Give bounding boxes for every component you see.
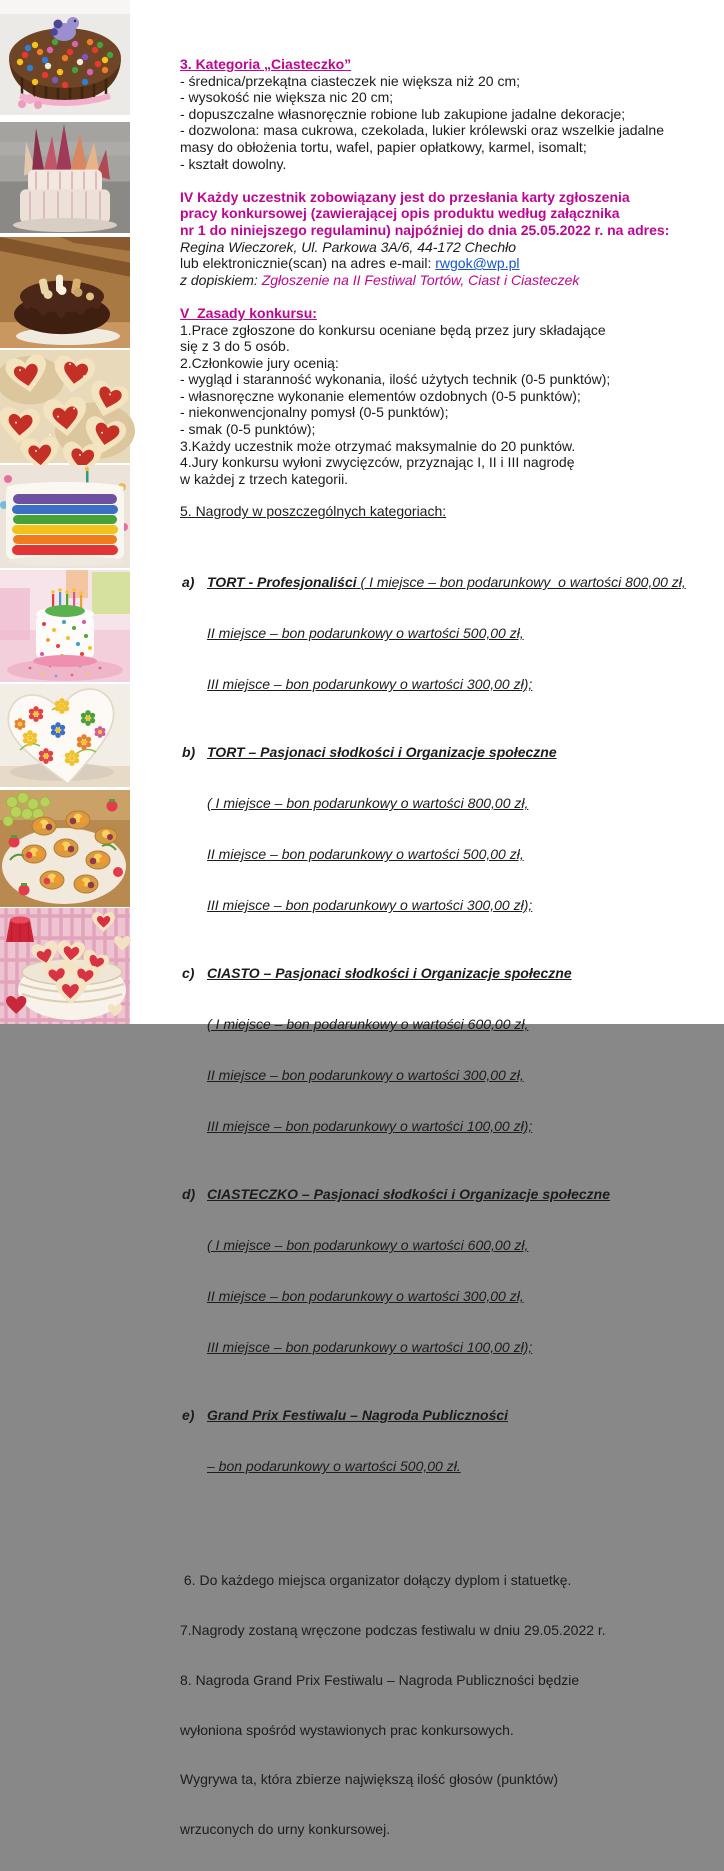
spacer — [180, 172, 714, 189]
prize-line: III miejsce – bon podarunkowy o wartości 300,00 zł); — [207, 897, 533, 914]
linzer-heart-cookies-illustration — [0, 350, 130, 463]
text-line: 6. Do każdego miejsca organizator dołączy dyplom i statuetkę. — [180, 1572, 572, 1589]
prize-item-marker: c) — [182, 965, 195, 982]
text-line: masy do obłożenia tortu, wafel, papier opłatkowy, karmel, isomalt; — [180, 138, 587, 155]
email-line-prefix: lub elektronicznie(scan) na adres e-mail: — [180, 255, 436, 272]
text-line: 4.Jury konkursu wyłoni zwycięzców, przyznając I, II i III nagrodę — [180, 454, 575, 471]
text-line: - średnica/przekątna ciasteczek nie większa niż 20 cm; — [180, 72, 521, 89]
photo-linzer-heart-cookies — [0, 350, 130, 463]
text-line: - wysokość nie większa nic 20 cm; — [180, 89, 394, 106]
flower-heart-cake-illustration — [0, 684, 130, 787]
prize-line: ( I miejsce – bon podarunkowy o wartości 600,00 zł, — [207, 1016, 529, 1033]
candy-pony-cake-illustration — [0, 0, 130, 115]
text-line: wyłoniona spośród wystawionych prac konkursowych. — [180, 1721, 514, 1738]
prize-item-title: TORT – Pasjonaci słodkości i Organizacje społeczne — [207, 744, 557, 761]
fruit-tartlets-illustration — [0, 790, 130, 907]
prize-line: ( I miejsce – bon podarunkowy o wartości 800,00 zł, — [207, 795, 529, 812]
text-line: - własnoręczne wykonanie elementów ozdobnych (0-5 punktów); — [180, 387, 581, 404]
document-text-column — [180, 56, 714, 1871]
prize-item-marker: a) — [182, 574, 195, 591]
text-line: się z 3 do 5 osób. — [180, 338, 290, 355]
prize-item-d — [180, 1186, 714, 1203]
text-line: - kształt dowolny. — [180, 155, 287, 172]
prize-item-title: TORT - Profesjonaliści — [207, 574, 357, 591]
prize-item-title: CIASTO – Pasjonaci słodkości i Organizacje społeczne — [207, 965, 572, 982]
photo-fruit-tartlets — [0, 790, 130, 907]
photo-chocolate-candy-cake — [0, 237, 130, 348]
closing-section — [180, 1539, 714, 1871]
photo-chocolate-shards-cake — [0, 122, 130, 233]
photo-rainbow-layer-cake — [0, 465, 130, 568]
prize-line: II miejsce – bon podarunkowy o wartości 500,00 zł, — [207, 625, 524, 642]
text-line: - dopuszczalne własnoręcznie robione lub zakupione jadalne dekoracje; — [180, 105, 626, 122]
text-line: - niekonwencjonalny pomysł (0-5 punktów); — [180, 404, 449, 421]
prize-line: – bon podarunkowy o wartości 500,00 zł. — [207, 1458, 461, 1475]
prize-line: ( I miejsce – bon podarunkowy o wartości 600,00 zł, — [207, 1237, 529, 1254]
prize-item-title: CIASTECZKO – Pasjonaci słodkości i Organizacje społeczne — [207, 1186, 611, 1203]
text-line: Wygrywa ta, która zbierze największą ilość głosów (punktów) — [180, 1771, 559, 1788]
chocolate-candy-cake-illustration — [0, 237, 130, 348]
email-link[interactable]: rwgok@wp.pl — [435, 255, 520, 272]
text-line: 8. Nagroda Grand Prix Festiwalu – Nagroda Publiczności będzie — [180, 1671, 580, 1688]
prize-line: II miejsce – bon podarunkowy o wartości 300,00 zł, — [207, 1288, 524, 1305]
text-line: 1.Prace zgłoszone do konkursu oceniane będą przez jury składające — [180, 321, 606, 338]
rainbow-layer-cake-illustration — [0, 465, 130, 568]
note-line — [180, 272, 714, 289]
prize-line: III miejsce – bon podarunkowy o wartości 300,00 zł); — [207, 676, 533, 693]
text-line: 2.Członkowie jury ocenią: — [180, 354, 339, 371]
text-line: - smak (0-5 punktów); — [180, 421, 316, 438]
prize-item-a — [180, 574, 714, 591]
prize-item-b — [180, 744, 714, 761]
chocolate-shards-cake-illustration — [0, 122, 130, 233]
text-line: wrzuconych do urny konkursowej. — [180, 1821, 391, 1838]
text-line: 7.Nagrody zostaną wręczone podczas festiwalu w dniu 29.05.2022 r. — [180, 1622, 606, 1638]
text-line: - dozwolona: masa cukrowa, czekolada, lukier królewski oraz wszelkie jadalne — [180, 122, 664, 139]
heart-cookies-basket-illustration — [0, 908, 130, 1024]
prize-item-marker: b) — [182, 744, 196, 761]
prizes-list — [180, 540, 714, 1509]
photo-sprinkle-dot-cake — [0, 570, 130, 682]
sprinkle-dot-cake-illustration — [0, 570, 130, 682]
photo-candy-pony-cake — [0, 0, 130, 115]
prize-line: III miejsce – bon podarunkowy o wartości 100,00 zł); — [207, 1118, 533, 1135]
prize-line: III miejsce – bon podarunkowy o wartości 100,00 zł); — [207, 1339, 533, 1356]
prize-item-detail: ( I miejsce – bon podarunkowy o wartości 800,00 zł, — [356, 574, 686, 591]
prize-line: II miejsce – bon podarunkowy o wartości 300,00 zł, — [207, 1067, 524, 1084]
section-3-heading: 3. Kategoria „Ciasteczko” — [180, 56, 352, 72]
prize-line: II miejsce – bon podarunkowy o wartości 500,00 zł, — [207, 846, 524, 863]
text-line: - wygląd i staranność wykonania, ilość użytych technik (0-5 punktów); — [180, 371, 611, 388]
section-4-bold-line: pracy konkursowej (zawierającej opis produktu według załącznika — [180, 205, 620, 222]
spacer — [180, 288, 714, 305]
photo-flower-heart-cake — [0, 684, 130, 787]
text-line: w każdej z trzech kategorii. — [180, 470, 349, 487]
note-line-prefix: z dopiskiem: — [180, 271, 262, 288]
prize-item-e — [180, 1407, 714, 1424]
section-5-rules-heading: V Zasady konkursu: — [180, 304, 317, 321]
note-line-highlight: Zgłoszenie na II Festiwal Tortów, Ciast i Ciasteczek — [261, 271, 580, 288]
section-4-bold-line: nr 1 do niniejszego regulaminu) najpóźniej do dnia 25.05.2022 r. na adres: — [180, 221, 670, 238]
text-line: 3.Każdy uczestnik może otrzymać maksymalnie do 20 punktów. — [180, 437, 576, 454]
section-4-bold-line: IV Każdy uczestnik zobowiązany jest do przesłania karty zgłoszenia — [180, 188, 630, 205]
prizes-heading: 5. Nagrody w poszczególnych kategoriach: — [180, 503, 447, 520]
prize-item-title: Grand Prix Festiwalu – Nagroda Publiczności — [207, 1407, 509, 1424]
email-line — [180, 255, 714, 272]
prize-item-c — [180, 965, 714, 982]
prize-item-marker: d) — [182, 1186, 196, 1203]
mail-address-line: Regina Wieczorek, Ul. Parkowa 3A/6, 44-172 Chechło — [180, 238, 517, 255]
prize-item-marker: e) — [182, 1407, 195, 1424]
photo-heart-cookies-basket — [0, 908, 130, 1024]
